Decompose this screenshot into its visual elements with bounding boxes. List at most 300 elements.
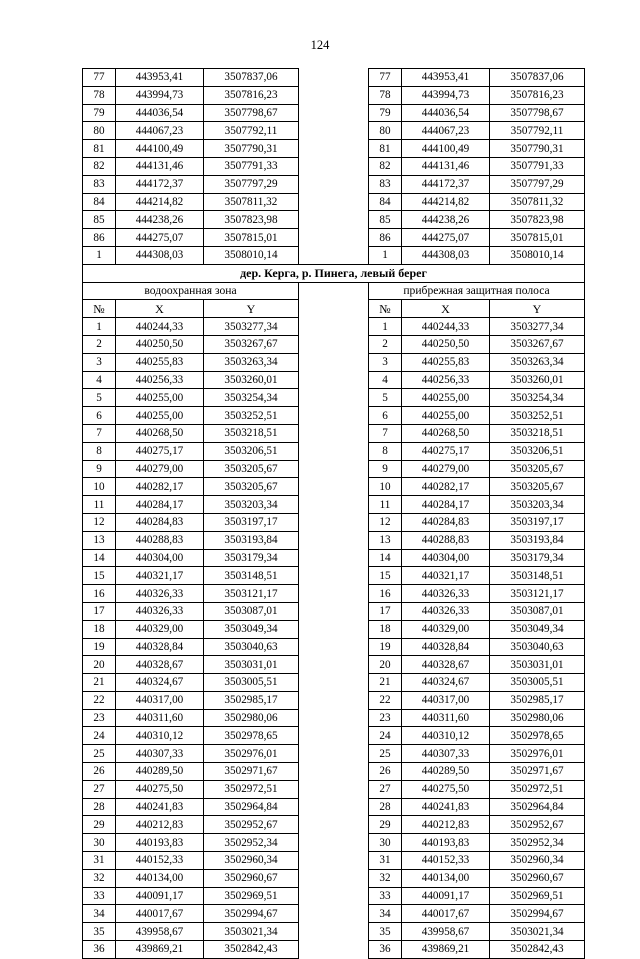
right-y-coordinate: 3503040,63	[490, 638, 585, 656]
left-y-coordinate: 3502842,43	[204, 941, 299, 959]
left-y-coordinate: 3503260,01	[204, 371, 299, 389]
left-y-coordinate: 3507837,06	[204, 69, 299, 87]
right-y-coordinate: 3503203,34	[490, 496, 585, 514]
table-row	[83, 869, 585, 887]
column-gap	[299, 496, 369, 514]
left-point-number: 85	[83, 211, 116, 229]
table-row	[83, 727, 585, 745]
right-point-number: 15	[369, 567, 402, 585]
left-point-number: 19	[83, 638, 116, 656]
right-y-coordinate: 3503260,01	[490, 371, 585, 389]
right-y-coordinate: 3503179,34	[490, 549, 585, 567]
right-x-coordinate: 440321,17	[402, 567, 490, 585]
left-x-coordinate: 440284,83	[116, 513, 204, 531]
right-point-number: 10	[369, 478, 402, 496]
table-row	[83, 852, 585, 870]
left-x-coordinate: 440268,50	[116, 424, 204, 442]
left-point-number: 25	[83, 745, 116, 763]
right-point-number: 35	[369, 923, 402, 941]
column-gap	[299, 122, 369, 140]
right-y-coordinate: 3503148,51	[490, 567, 585, 585]
right-y-coordinate: 3503254,34	[490, 389, 585, 407]
right-x-coordinate: 439869,21	[402, 941, 490, 959]
column-gap	[299, 389, 369, 407]
right-x-coordinate: 440241,83	[402, 798, 490, 816]
right-x-coordinate: 440244,33	[402, 318, 490, 336]
right-y-coordinate: 3507811,32	[490, 193, 585, 211]
right-point-number: 7	[369, 424, 402, 442]
left-y-coordinate: 3502980,06	[204, 709, 299, 727]
left-y-coordinate: 3503121,17	[204, 585, 299, 603]
table-row	[83, 69, 585, 87]
column-gap	[299, 478, 369, 496]
right-y-coordinate: 3507823,98	[490, 211, 585, 229]
right-x-coordinate: 440329,00	[402, 620, 490, 638]
column-gap	[299, 407, 369, 425]
column-gap	[299, 353, 369, 371]
right-point-number: 30	[369, 834, 402, 852]
right-point-number: 78	[369, 86, 402, 104]
right-point-number: 22	[369, 691, 402, 709]
table-row	[83, 780, 585, 798]
column-gap	[299, 691, 369, 709]
left-x-coordinate: 439869,21	[116, 941, 204, 959]
table-row	[83, 941, 585, 959]
right-y-coordinate: 3503031,01	[490, 656, 585, 674]
column-gap	[299, 86, 369, 104]
left-point-number: 26	[83, 763, 116, 781]
left-x-coordinate: 440134,00	[116, 869, 204, 887]
right-y-coordinate: 3503267,67	[490, 335, 585, 353]
left-x-coordinate: 440304,00	[116, 549, 204, 567]
column-gap	[299, 69, 369, 87]
right-y-coordinate: 3503005,51	[490, 674, 585, 692]
left-y-coordinate: 3503087,01	[204, 602, 299, 620]
left-point-number: 79	[83, 104, 116, 122]
left-y-coordinate: 3503267,67	[204, 335, 299, 353]
left-x-coordinate: 440250,50	[116, 335, 204, 353]
right-y-coordinate: 3507815,01	[490, 229, 585, 247]
right-point-number: 86	[369, 229, 402, 247]
left-x-coordinate: 444275,07	[116, 229, 204, 247]
left-y-coordinate: 3502972,51	[204, 780, 299, 798]
left-y-coordinate: 3502952,34	[204, 834, 299, 852]
table-row	[83, 691, 585, 709]
right-x-coordinate: 440304,00	[402, 549, 490, 567]
table-row	[83, 389, 585, 407]
right-point-number: 32	[369, 869, 402, 887]
left-y-coordinate: 3502960,67	[204, 869, 299, 887]
right-point-number: 6	[369, 407, 402, 425]
right-point-number: 20	[369, 656, 402, 674]
column-gap	[299, 602, 369, 620]
left-x-coordinate: 440326,33	[116, 585, 204, 603]
left-point-number: 80	[83, 122, 116, 140]
column-gap	[299, 157, 369, 175]
right-y-coordinate: 3502971,67	[490, 763, 585, 781]
right-x-coordinate: 440326,33	[402, 585, 490, 603]
left-x-coordinate: 440275,17	[116, 442, 204, 460]
left-point-number: 18	[83, 620, 116, 638]
left-y-coordinate: 3508010,14	[204, 246, 299, 264]
left-point-number: 4	[83, 371, 116, 389]
left-x-coordinate: 440310,12	[116, 727, 204, 745]
right-point-number: 19	[369, 638, 402, 656]
left-y-coordinate: 3502994,67	[204, 905, 299, 923]
left-x-coordinate: 440324,67	[116, 674, 204, 692]
right-y-coordinate: 3502978,65	[490, 727, 585, 745]
right-point-number: 33	[369, 887, 402, 905]
right-x-coordinate: 440279,00	[402, 460, 490, 478]
right-y-coordinate: 3507837,06	[490, 69, 585, 87]
right-y-coordinate: 3502994,67	[490, 905, 585, 923]
right-point-number: 36	[369, 941, 402, 959]
left-y-coordinate: 3503252,51	[204, 407, 299, 425]
column-gap	[299, 905, 369, 923]
right-point-number: 13	[369, 531, 402, 549]
right-y-coordinate: 3503087,01	[490, 602, 585, 620]
page-number: 124	[310, 38, 330, 52]
left-point-number: 1	[83, 318, 116, 336]
section-header	[83, 264, 585, 317]
left-zone-label: водоохранная зона	[83, 282, 299, 300]
left-point-number: 23	[83, 709, 116, 727]
left-point-number: 12	[83, 513, 116, 531]
right-x-coordinate: 440134,00	[402, 869, 490, 887]
right-x-coordinate: 440017,67	[402, 905, 490, 923]
column-gap	[299, 745, 369, 763]
left-point-number: 30	[83, 834, 116, 852]
right-x-coordinate: 444067,23	[402, 122, 490, 140]
left-x-coordinate: 440212,83	[116, 816, 204, 834]
right-y-coordinate: 3502972,51	[490, 780, 585, 798]
left-y-coordinate: 3507823,98	[204, 211, 299, 229]
left-point-number: 83	[83, 175, 116, 193]
left-point-number: 6	[83, 407, 116, 425]
column-gap	[299, 869, 369, 887]
right-x-coordinate: 440255,00	[402, 407, 490, 425]
left-x-coordinate: 440017,67	[116, 905, 204, 923]
left-point-number: 10	[83, 478, 116, 496]
left-x-coordinate: 440244,33	[116, 318, 204, 336]
right-point-number: 5	[369, 389, 402, 407]
right-point-number: 26	[369, 763, 402, 781]
table-row	[83, 585, 585, 603]
left-point-number: 32	[83, 869, 116, 887]
table-row	[83, 638, 585, 656]
right-x-coordinate: 440311,60	[402, 709, 490, 727]
coordinates-table	[82, 68, 585, 959]
left-x-coordinate: 440256,33	[116, 371, 204, 389]
left-y-coordinate: 3503277,34	[204, 318, 299, 336]
table-row	[83, 104, 585, 122]
right-x-coordinate: 440152,33	[402, 852, 490, 870]
table-row	[83, 157, 585, 175]
table-row	[83, 478, 585, 496]
left-y-coordinate: 3503206,51	[204, 442, 299, 460]
left-x-coordinate: 440152,33	[116, 852, 204, 870]
left-x-coordinate: 440328,84	[116, 638, 204, 656]
right-x-coordinate: 440268,50	[402, 424, 490, 442]
right-x-coordinate: 440255,83	[402, 353, 490, 371]
left-x-coordinate: 440255,00	[116, 389, 204, 407]
right-y-coordinate: 3503021,34	[490, 923, 585, 941]
table-row	[83, 175, 585, 193]
right-x-coordinate: 444214,82	[402, 193, 490, 211]
left-point-number: 33	[83, 887, 116, 905]
left-point-number: 31	[83, 852, 116, 870]
left-y-coordinate: 3503031,01	[204, 656, 299, 674]
left-point-number: 28	[83, 798, 116, 816]
table-row	[83, 567, 585, 585]
column-gap	[299, 175, 369, 193]
left-point-number: 29	[83, 816, 116, 834]
left-y-coordinate: 3502978,65	[204, 727, 299, 745]
left-x-coordinate: 439958,67	[116, 923, 204, 941]
right-y-coordinate: 3503205,67	[490, 460, 585, 478]
column-gap	[299, 620, 369, 638]
right-point-number: 14	[369, 549, 402, 567]
right-y-coordinate: 3502964,84	[490, 798, 585, 816]
right-x-coordinate: 440193,83	[402, 834, 490, 852]
right-x-coordinate: 444275,07	[402, 229, 490, 247]
right-x-coordinate: 439958,67	[402, 923, 490, 941]
right-x-coordinate: 440310,12	[402, 727, 490, 745]
right-x-coordinate: 440284,83	[402, 513, 490, 531]
column-gap	[299, 567, 369, 585]
left-x-coordinate: 444036,54	[116, 104, 204, 122]
right-y-coordinate: 3503197,17	[490, 513, 585, 531]
left-y-coordinate: 3503021,34	[204, 923, 299, 941]
right-x-header: X	[402, 300, 490, 318]
column-gap	[299, 798, 369, 816]
right-point-number: 12	[369, 513, 402, 531]
table-row	[83, 496, 585, 514]
left-y-coordinate: 3507815,01	[204, 229, 299, 247]
right-point-number: 25	[369, 745, 402, 763]
column-gap	[299, 246, 369, 264]
table-row	[83, 923, 585, 941]
right-point-number: 77	[369, 69, 402, 87]
table-row	[83, 905, 585, 923]
left-y-coordinate: 3502971,67	[204, 763, 299, 781]
left-point-number: 34	[83, 905, 116, 923]
right-point-number: 82	[369, 157, 402, 175]
right-point-number: 79	[369, 104, 402, 122]
left-x-coordinate: 443994,73	[116, 86, 204, 104]
zone-labels-row	[83, 282, 585, 300]
right-point-number: 4	[369, 371, 402, 389]
right-point-number: 24	[369, 727, 402, 745]
column-headers-row	[83, 300, 585, 318]
right-x-coordinate: 440326,33	[402, 602, 490, 620]
left-y-coordinate: 3503005,51	[204, 674, 299, 692]
right-point-number: 2	[369, 335, 402, 353]
right-y-coordinate: 3507790,31	[490, 140, 585, 158]
left-point-number: 5	[83, 389, 116, 407]
column-gap	[299, 442, 369, 460]
left-y-coordinate: 3503254,34	[204, 389, 299, 407]
right-x-coordinate: 440289,50	[402, 763, 490, 781]
table-row	[83, 620, 585, 638]
column-gap	[299, 460, 369, 478]
column-gap	[299, 834, 369, 852]
right-x-coordinate: 444100,49	[402, 140, 490, 158]
right-x-coordinate: 444308,03	[402, 246, 490, 264]
left-x-coordinate: 444172,37	[116, 175, 204, 193]
table-row	[83, 353, 585, 371]
right-y-coordinate: 3502960,67	[490, 869, 585, 887]
right-y-coordinate: 3503193,84	[490, 531, 585, 549]
right-y-coordinate: 3503206,51	[490, 442, 585, 460]
left-x-coordinate: 444067,23	[116, 122, 204, 140]
left-y-coordinate: 3503263,34	[204, 353, 299, 371]
left-point-number: 78	[83, 86, 116, 104]
right-x-coordinate: 440255,00	[402, 389, 490, 407]
table-row	[83, 887, 585, 905]
left-y-coordinate: 3507811,32	[204, 193, 299, 211]
table-row	[83, 442, 585, 460]
left-y-coordinate: 3503179,34	[204, 549, 299, 567]
section-title: дер. Керга, р. Пинега, левый берег	[83, 264, 585, 282]
left-point-number: 77	[83, 69, 116, 87]
right-y-coordinate: 3502980,06	[490, 709, 585, 727]
left-x-coordinate: 443953,41	[116, 69, 204, 87]
right-point-number: 1	[369, 318, 402, 336]
left-x-header: X	[116, 300, 204, 318]
table-row	[83, 763, 585, 781]
right-y-coordinate: 3507816,23	[490, 86, 585, 104]
right-x-coordinate: 440250,50	[402, 335, 490, 353]
right-point-number: 34	[369, 905, 402, 923]
right-y-coordinate: 3508010,14	[490, 246, 585, 264]
left-x-coordinate: 440279,00	[116, 460, 204, 478]
column-gap	[299, 923, 369, 941]
left-y-coordinate: 3503148,51	[204, 567, 299, 585]
left-point-number: 86	[83, 229, 116, 247]
left-point-number: 11	[83, 496, 116, 514]
right-point-number: 9	[369, 460, 402, 478]
right-y-coordinate: 3503252,51	[490, 407, 585, 425]
left-x-coordinate: 440255,00	[116, 407, 204, 425]
section-title-row	[83, 264, 585, 282]
left-y-coordinate: 3503197,17	[204, 513, 299, 531]
left-point-number: 21	[83, 674, 116, 692]
left-y-coordinate: 3507798,67	[204, 104, 299, 122]
column-gap	[299, 656, 369, 674]
table-row	[83, 834, 585, 852]
left-x-coordinate: 440329,00	[116, 620, 204, 638]
right-x-coordinate: 440317,00	[402, 691, 490, 709]
left-point-number: 8	[83, 442, 116, 460]
table-row	[83, 531, 585, 549]
left-y-coordinate: 3507797,29	[204, 175, 299, 193]
left-y-coordinate: 3502960,34	[204, 852, 299, 870]
table-row	[83, 335, 585, 353]
right-y-coordinate: 3502969,51	[490, 887, 585, 905]
column-gap	[299, 816, 369, 834]
table-row	[83, 709, 585, 727]
column-gap	[299, 424, 369, 442]
right-y-coordinate: 3507792,11	[490, 122, 585, 140]
left-point-number: 27	[83, 780, 116, 798]
column-gap	[299, 638, 369, 656]
right-x-coordinate: 443994,73	[402, 86, 490, 104]
right-point-number: 8	[369, 442, 402, 460]
left-x-coordinate: 440284,17	[116, 496, 204, 514]
left-point-number: 35	[83, 923, 116, 941]
right-zone-label: прибрежная защитная полоса	[369, 282, 585, 300]
column-gap	[299, 941, 369, 959]
table-row	[83, 229, 585, 247]
right-point-number: 17	[369, 602, 402, 620]
left-num-header: №	[83, 300, 116, 318]
right-point-number: 31	[369, 852, 402, 870]
right-x-coordinate: 440212,83	[402, 816, 490, 834]
right-x-coordinate: 444238,26	[402, 211, 490, 229]
left-x-coordinate: 440326,33	[116, 602, 204, 620]
right-point-number: 18	[369, 620, 402, 638]
left-point-number: 2	[83, 335, 116, 353]
column-gap	[299, 709, 369, 727]
right-point-number: 81	[369, 140, 402, 158]
column-gap	[299, 300, 369, 318]
left-x-coordinate: 444238,26	[116, 211, 204, 229]
previous-section-rows	[83, 69, 585, 265]
left-y-coordinate: 3503040,63	[204, 638, 299, 656]
right-y-header: Y	[490, 300, 585, 318]
right-x-coordinate: 440288,83	[402, 531, 490, 549]
left-x-coordinate: 440275,50	[116, 780, 204, 798]
table-row	[83, 656, 585, 674]
left-y-coordinate: 3503218,51	[204, 424, 299, 442]
column-gap	[299, 674, 369, 692]
right-x-coordinate: 440275,50	[402, 780, 490, 798]
left-point-number: 36	[83, 941, 116, 959]
left-y-coordinate: 3502969,51	[204, 887, 299, 905]
left-x-coordinate: 440255,83	[116, 353, 204, 371]
right-point-number: 85	[369, 211, 402, 229]
left-y-coordinate: 3507790,31	[204, 140, 299, 158]
column-gap	[299, 193, 369, 211]
left-y-coordinate: 3502985,17	[204, 691, 299, 709]
right-y-coordinate: 3503218,51	[490, 424, 585, 442]
right-point-number: 1	[369, 246, 402, 264]
table-row	[83, 674, 585, 692]
left-x-coordinate: 444308,03	[116, 246, 204, 264]
left-point-number: 84	[83, 193, 116, 211]
right-point-number: 28	[369, 798, 402, 816]
right-x-coordinate: 443953,41	[402, 69, 490, 87]
table-row	[83, 513, 585, 531]
column-gap	[299, 852, 369, 870]
section-rows	[83, 318, 585, 959]
right-num-header: №	[369, 300, 402, 318]
column-gap	[299, 513, 369, 531]
right-x-coordinate: 440284,17	[402, 496, 490, 514]
column-gap	[299, 318, 369, 336]
left-point-number: 82	[83, 157, 116, 175]
right-x-coordinate: 440256,33	[402, 371, 490, 389]
column-gap	[299, 531, 369, 549]
right-point-number: 16	[369, 585, 402, 603]
left-point-number: 1	[83, 246, 116, 264]
table-row	[83, 407, 585, 425]
left-y-coordinate: 3502952,67	[204, 816, 299, 834]
left-x-coordinate: 444214,82	[116, 193, 204, 211]
right-y-coordinate: 3502976,01	[490, 745, 585, 763]
right-x-coordinate: 440324,67	[402, 674, 490, 692]
